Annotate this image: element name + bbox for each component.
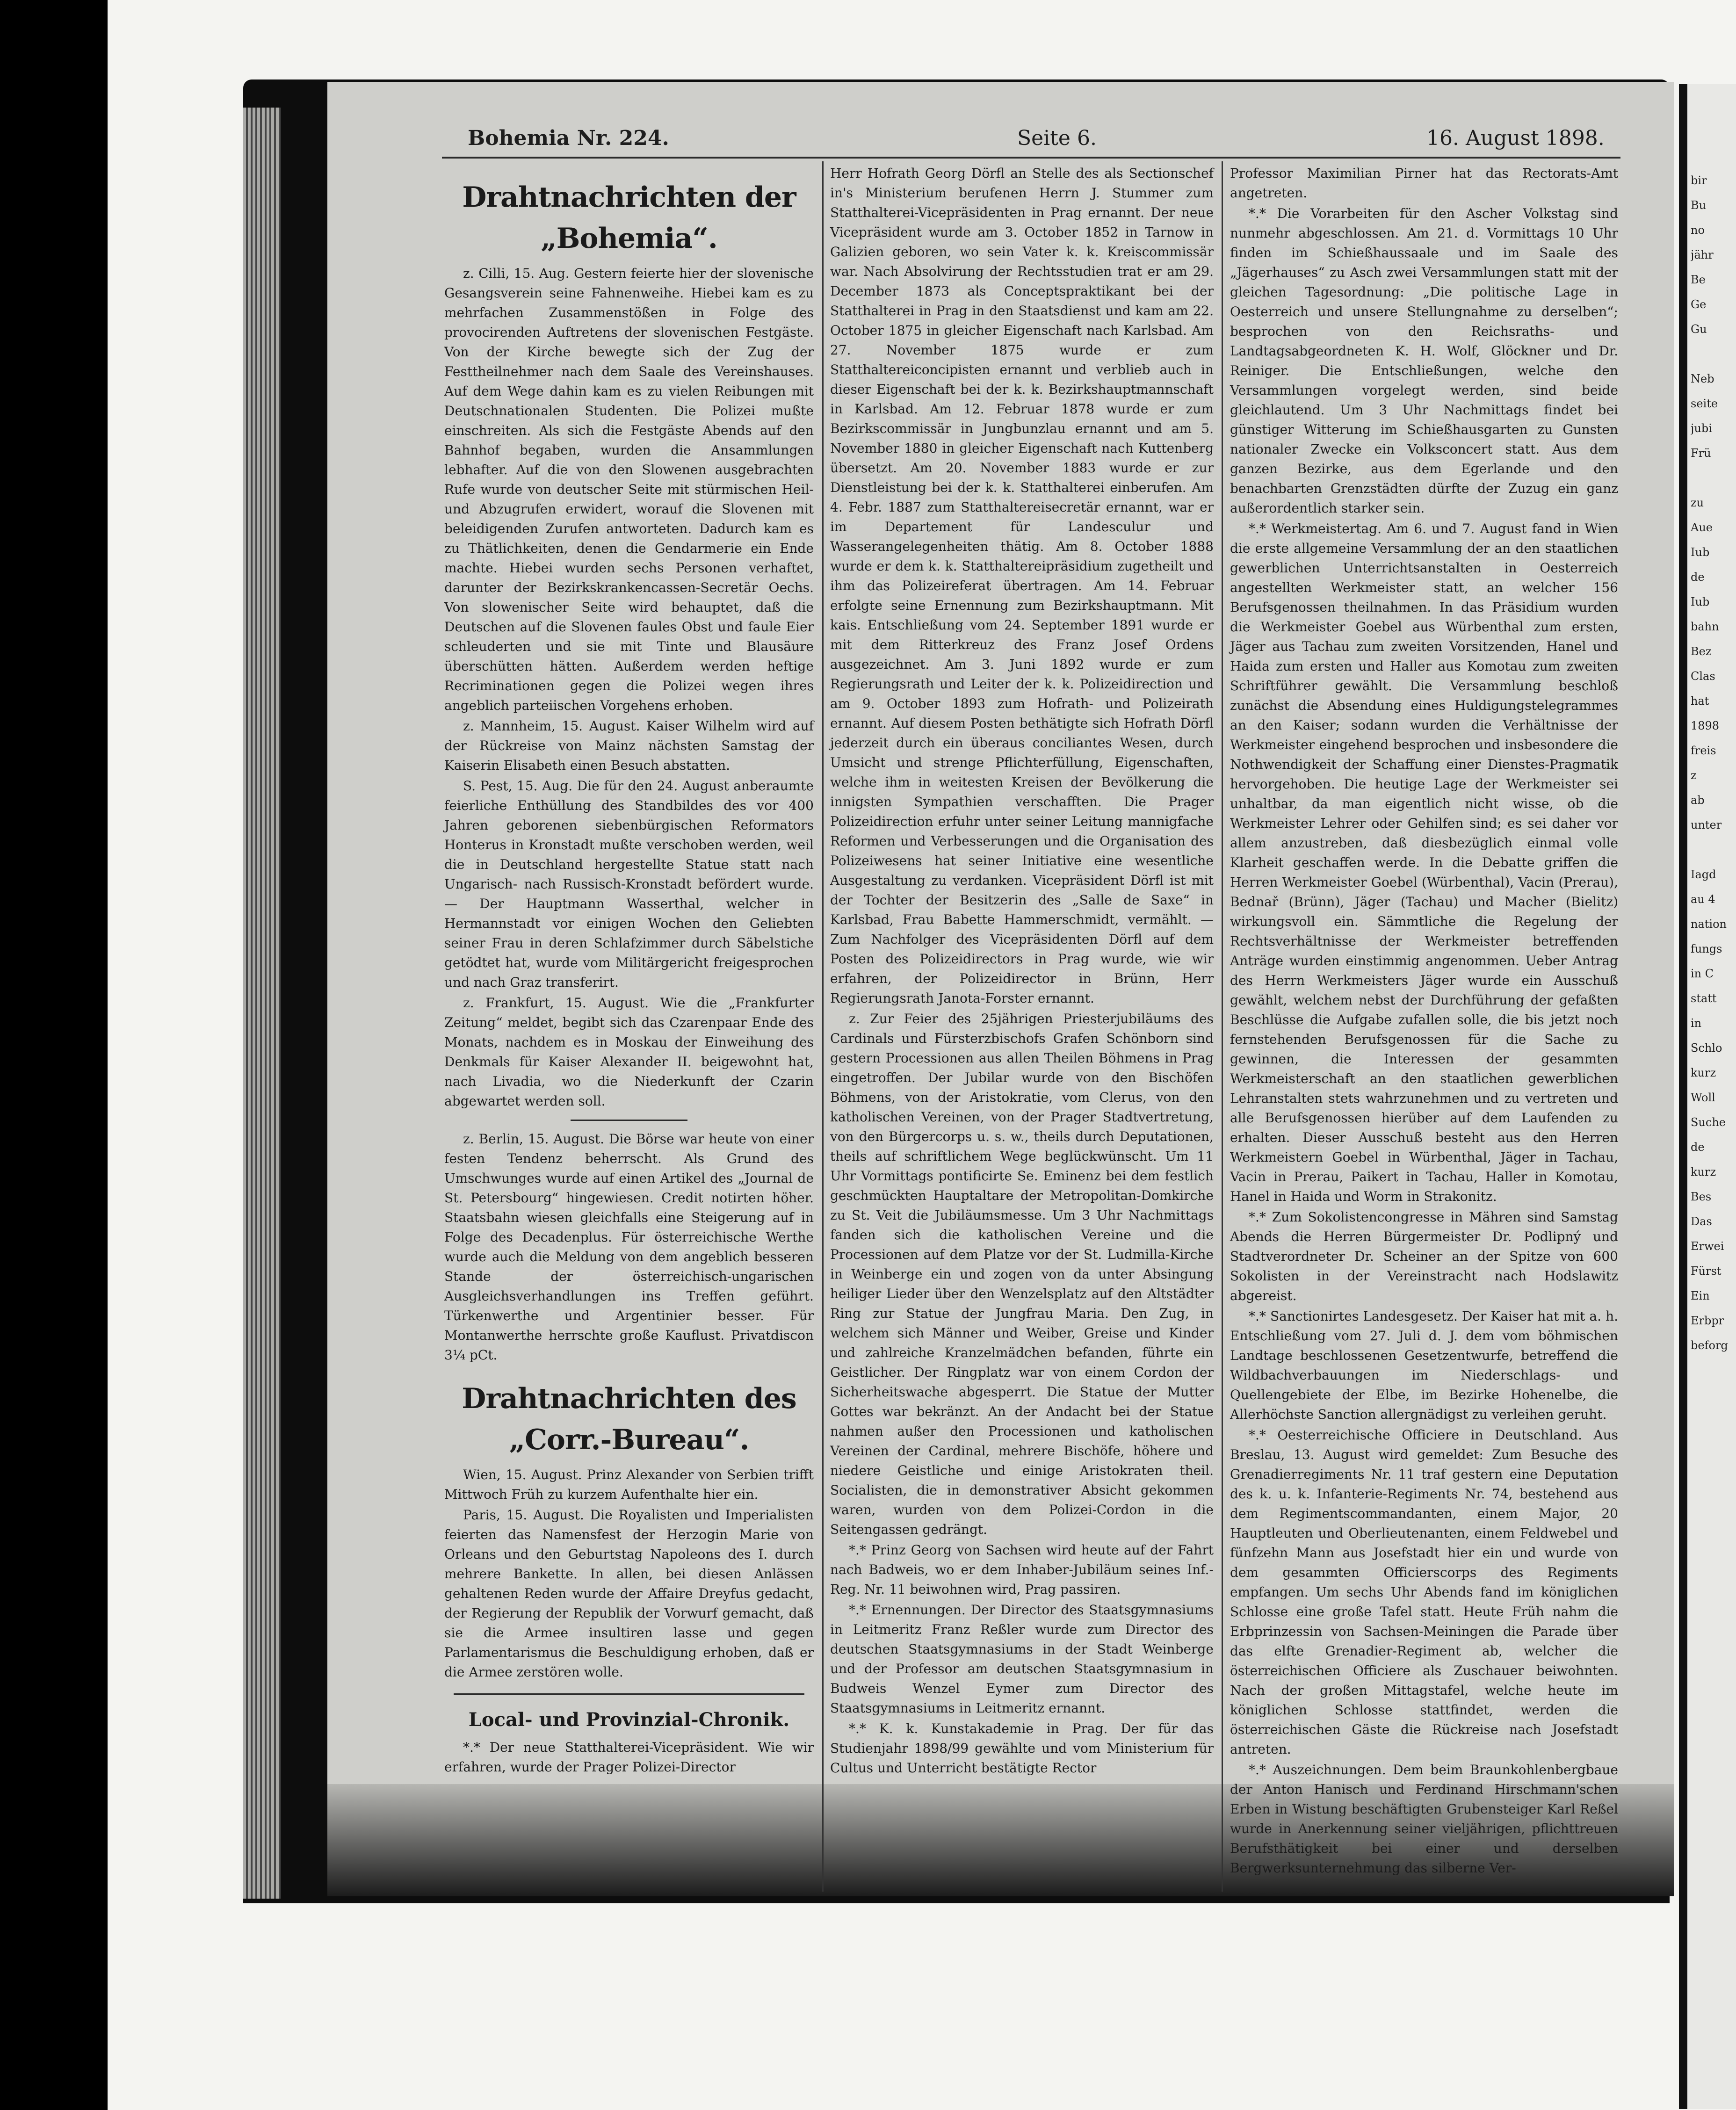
article-officiere: *.* Oesterreichische Officiere in Deutschland. Aus Breslau, 13. August wird gemeldet: Zum Besuche des Grenadierregiments Nr. 11 traf gestern eine Deputation des k. u. k. Infanterie-Regiments Nr. 74, bestehend aus dem Regimentscommandanten, einem Major, 20 Hauptleuten und Oberlieutenanten, einem Feldwebel und fünfzehn Mann aus Josefstadt hier ein und wurde von dem gesammten Officierscorps des Regiments empfangen. Um sechs Uhr Abends fand im königlichen Schlosse eine große Tafel statt. Heute Früh nahm die Erbprinzessin von Sachsen-Meiningen die Parade über das elfte Grenadier-Regiment ab, welcher die österreichischen Officiere als Zuschauer beiwohnten. Nach der großen Mittagstafel, welche heute im königlichen Schlosse stattfindet, werden die österreichischen Gäste die Rückreise nach Josefstadt antreten. [1230, 1427, 1618, 1757]
column-divider [822, 161, 824, 1892]
section-title: Local- und Provinzial-Chronik. [468, 1709, 790, 1731]
article-cilli: z. Cilli, 15. Aug. Gestern feierte hier der slovenische Gesangsverein seine Fahnenweihe. Hiebei kam es zu mehrfachen Zusammenstößen in Folge des provocirenden Auftretens der slovenischen Festgäste. Von der Kirche bewegte sich der Zug der Festtheilnehmer nach dem Saale des Vereinshauses. Auf dem Wege dahin kam es zu vielen Reibungen mit Deutschnationalen Studenten. Die Polizei mußte einschreiten. Als sich die Festgäste Abends auf den Bahnhof begaben, wurden die Ansammlungen lebhafter. Auf die von den Slowenen ausgebrachten Rufe wurde von deutscher Seite mit stürmischen Heil- und Abzugrufen erwidert, worauf die Slovenen mit beleidigenden Zurufen antworteten. Dadurch kam es zu Thätlichkeiten, denen die Gendarmerie ein Ende machte. Hiebei wurden sechs Personen verhaftet, darunter der Bezirkskrankencassen-Secretär Oechs. Von slowenischer Seite wird behauptet, daß die Deutschen auf die Slovenen faules Obst und faule Eier schleuderten und sie mit Tinte und Blausäure überschütten hätten. Außerdem werden heftige Recriminationen gegen die Polizei wegen ihres angeblich parteiischen Vorgehens erhoben. [444, 266, 814, 713]
page-number: Seite 6. [1017, 126, 1097, 150]
issue-date: 16. August 1898. [1426, 126, 1605, 150]
section-title: Drahtnachrichten des „Corr.-Bureau“. [462, 1382, 796, 1456]
separator [571, 1120, 687, 1121]
article-sokolisten: *.* Zum Sokolistencongresse in Mähren sind Samstag Abends die Herren Bürgermeister Dr. Podlipný und Stadtverordneter Dr. Scheiner an der Spitze von 600 Sokolisten in der Vereinstracht nach Hodslawitz abgereist. [1230, 1209, 1618, 1303]
article-frankfurt: z. Frankfurt, 15. August. Wie die „Frankfurter Zeitung“ meldet, begibt sich das Czarenpaar Ende des Monats, nachdem es in Moskau der Einweihung des Denkmals für Kaiser Alexander II. beigewohnt hat, nach Livadia, wo die Niederkunft der Czarin abgewartet werden soll. [444, 995, 814, 1109]
article-rector: Professor Maximilian Pirner hat das Rectorats-Amt angetreten. [1230, 166, 1618, 201]
article-kunstakademie: *.* K. k. Kunstakademie in Prag. Der für das Studienjahr 1898/99 gewählte und vom Ministerium für Cultus und Unterricht bestätigte Rector [830, 1721, 1214, 1776]
column-1 [444, 164, 814, 1777]
article-volkstag: *.* Die Vorarbeiten für den Ascher Volkstag sind nunmehr abgeschlossen. Am 21. d. Vormittags 10 Uhr finden im Schießhaussaale und im Saale des „Jägerhauses“ zu Asch zwei Versammlungen statt mit der gleichen Tagesordnung: „Die politische Lage in Oesterreich und unsere Stellungnahme zu derselben“; besprochen von den Reichsraths- und Landtagsabgeordneten K. H. Wolf, Glöckner und Dr. Reiniger. Die Entschließungen, welche den Versammlungen vorgelegt werden, sind beide gleichlautend. Um 3 Uhr Nachmittags findet bei günstiger Witterung im Schießhausgarten zu Gunsten nationaler Zwecke ein Volksconcert statt. Aus dem ganzen Bezirke, aus dem Egerlande und den benachbarten Grenzstädten dürfte der Zuzug ein ganz außerordentlich starker sein. [1230, 206, 1618, 516]
section-title: Drahtnachrichten der „Bohemia“. [462, 181, 796, 255]
facing-page-text: bir Bu no jähr Be Ge Gu Neb seite jubi Frü zu Aue Iub de Iub bahn Bez Clas hat 1898 freis z ab unter Iagd au 4 nation fungs in C statt in Schlo kurz Woll Suche de kurz Bes Das Erwei Fürst Ein Erbpr beforg [1691, 174, 1728, 1352]
article-statthalterei: *.* Der neue Statthalterei-Vicepräsident. Wie wir erfahren, wurde der Prager Polizei-Director [444, 1740, 814, 1775]
column-3 [1230, 164, 1618, 1878]
facing-page [1679, 84, 1736, 2109]
masthead-issue: Bohemia Nr. 224. [468, 126, 669, 150]
article-doerfl: Herr Hofrath Georg Dörfl an Stelle des als Sectionschef in's Ministerium berufenen Herrn J. Stummer zum Statthalterei-Vicepräsidenten in Prag ernannt. Der neue Vicepräsident wurde am 3. October 1852 in Tarnow in Galizien geboren, wo sein Vater k. k. Kreiscommissär war. Nach Absolvirung der Rechtsstudien trat er am 29. December 1873 als Conceptspraktikant bei der Statthalterei in Prag in den Staatsdienst und kam am 22. October 1875 in gleicher Eigenschaft nach Karlsbad. Am 27. November 1875 wurde er zum Statthaltereiconcipisten ernannt und verblieb auch in dieser Eigenschaft bei der k. k. Bezirkshauptmannschaft in Karlsbad. Am 12. Februar 1878 wurde er zum Bezirkscommissär in Jungbunzlau ernannt und am 5. November 1880 in gleicher Eigenschaft nach Kuttenberg übersetzt. Am 20. November 1883 wurde er zur Dienstleistung bei der k. k. Statthalterei einberufen. Am 4. Febr. 1887 zum Statthaltereisecretär ernannt, war er im Departement für Landesculur und Wasserangelegenheiten thätig. Am 8. October 1888 wurde er dem k. k. Statthaltereipräsidium zugetheilt und ihm das Polizeireferat übertragen. Am 14. Februar erfolgte seine Ernennung zum Bezirkshauptmann. Mit kais. Entschließung vom 24. September 1891 wurde er mit dem Ritterkreuz des Franz Josef Ordens ausgezeichnet. Am 3. Juni 1892 wurde er zum Regierungsrath und Leiter der k. k. Polizeidirection und am 9. October 1893 zum Hofrath- und Polizeirath ernannt. Auf diesem Posten bethätigte sich Hofrath Dörfl jederzeit durch ein überaus conciliantes Wesen, durch Umsicht und strenge Pflichterfüllung, Eigenschaften, welche ihm in weitesten Kreisen der Bevölkerung die innigsten Sympathien verschafften. Die Prager Polizeidirection erfuhr unter seiner Leitung mannigfache Reformen und Verbesserungen und die Organisation des Polizeiwesens hat seiner Initiative eine wesentliche Ausgestaltung zu verdanken. Vicepräsident Dörfl ist mit der Tochter der Besitzerin des „Salle de Saxe“ in Karlsbad, Frau Babette Hammerschmidt, vermählt. — Zum Nachfolger des Vicepräsidenten Dörfl auf dem Posten des Polizeidirectors in Prag wurde, wie wir erfahren, der Polizeidirector in Brünn, Herr Regierungsrath Janota-Forster ernannt. [830, 166, 1214, 1006]
article-pest: S. Pest, 15. Aug. Die für den 24. August anberaumte feierliche Enthüllung des Standbildes des vor 400 Jahren geborenen siebenbürgischen Reformators Honterus in Kronstadt mußte verschoben werden, weil die in Deutschland hergestellte Statue statt nach Ungarisch- nach Russisch-Kronstadt befördert wurde. — Der Hauptmann Wasserthal, welcher in Hermannstadt vor einigen Wochen den Geliebten seiner Frau in deren Schlafzimmer durch Säbelstiche getödtet hat, wurde vom Militärgericht freigesprochen und nach Graz transferirt. [444, 778, 814, 990]
article-auszeichnungen: *.* Auszeichnungen. Dem beim Braunkohlenbergbaue der Anton Hanisch und Ferdinand Hirschmann'schen Erben in Wistung beschäftigten Grubensteiger Karl Reßel wurde in Anerkennung seiner vieljährigen, pflichttreuen Berufsthätigkeit bei einer und derselben Bergwerksunternehmung das silberne Ver- [1230, 1762, 1618, 1876]
article-paris: Paris, 15. August. Die Royalisten und Imperialisten feierten das Namensfest der Herzogin Marie von Orleans und den Geburtstag Napoleons des I. durch mehrere Bankette. In allen, bei diesen Anlässen gehaltenen Reden wurde der Affaire Dreyfus gedacht, der Regierung der Republik der Vorwurf gemacht, daß sie die Armee insultiren lasse und gegen Parlamentarismus die Beschuldigung erhoben, daß er die Armee zerstören wolle. [444, 1507, 814, 1680]
column-divider [1222, 161, 1223, 1892]
article-schoenborn: z. Zur Feier des 25jährigen Priesterjubiläums des Cardinals und Fürsterzbischofs Grafen Schönborn sind gestern Processionen aus allen Theilen Böhmens in Prag eingetroffen. Der Jubilar wurde von den Bischöfen Böhmens, von der Aristokratie, vom Clerus, von den katholischen Vereinen, von der Prager Stadtvertretung, von den Bürgercorps u. s. w., theils durch Deputationen, theils auf schriftlichem Wege beglückwünscht. Um 11 Uhr Vormittags pontificirte Se. Eminenz bei dem festlich geschmückten Hauptaltare der Metropolitan-Domkirche zu St. Veit die Jubiläumsmesse. Um 3 Uhr Nachmittags fanden sich die katholischen Vereine und die Processionen auf dem Platze vor der St. Ludmilla-Kirche in Weinberge ein und zogen von da unter Absingung heiliger Lieder über den Wenzelsplatz auf den Altstädter Ring zur Statue der Jungfrau Maria. Den Zug, in welchem sich Männer und Weiber, Greise und Kinder und zahlreiche Kranzelmädchen befanden, führte ein Geistlicher. Der Ringplatz war von einem Cordon der Sicherheitswache abgesperrt. Die Statue der Mutter Gottes war bekränzt. An der Andacht bei der Statue nahmen außer den Processionen und katholischen Vereinen der Cardinal, mehrere Bischöfe, höhere und niedere Geistliche und einige Aristokraten theil. Socialisten, die in demonstrativer Absicht gekommen waren, wurden von dem Polizei-Cordon in die Seitengassen gedrängt. [830, 1011, 1214, 1537]
separator [454, 1693, 804, 1695]
article-berlin: z. Berlin, 15. August. Die Börse war heute von einer festen Tendenz beherrscht. Als Grund des Umschwunges wurde auf einen Artikel des „Journal de St. Petersbourg“ hingewiesen. Credit notirten höher. Staatsbahn wiesen gleichfalls eine Steigerung auf in Folge des Decadenplus. Für österreichische Werthe wurde auch die Meldung von dem angeblich besseren Stande der österreichisch-ungarischen Ausgleichsverhandlungen ins Treffen geführt. Türkenwerthe und Argentinier besser. Für Montanwerthe herrschte große Kauflust. Privatdiscon 3¼ pCt. [444, 1131, 814, 1363]
article-ernennungen: *.* Ernennungen. Der Director des Staatsgymnasiums in Leitmeritz Franz Reßler wurde zum Director des deutschen Staatsgymnasiums in der Stadt Weinberge und der Professor am deutschen Staatsgymnasium in Budweis Wenzel Eymer zum Director des Staatsgymnasiums in Leitmeritz ernannt. [830, 1602, 1214, 1716]
article-prinz-georg: *.* Prinz Georg von Sachsen wird heute auf der Fahrt nach Badweis, wo er dem Inhaber-Jubiläum seines Inf.-Reg. Nr. 11 beiwohnen wird, Prag passiren. [830, 1542, 1214, 1597]
header-rule [442, 157, 1620, 159]
article-landesgesetz: *.* Sanctionirtes Landesgesetz. Der Kaiser hat mit a. h. Entschließung vom 27. Juli d. J. dem vom böhmischen Landtage beschlossenen Gesetzentwurfe, betreffend die Wildbachverbauungen im Niederschlags- und Quellengebiete der Elbe, im Bezirke Hohenelbe, die Allerhöchste Sanction allergnädigst zu verleihen geruht. [1230, 1308, 1618, 1422]
column-2 [830, 164, 1214, 1778]
article-wien: Wien, 15. August. Prinz Alexander von Serbien trifft Mittwoch Früh zu kurzem Aufenthalte hier ein. [444, 1467, 814, 1502]
page-edges [243, 108, 281, 1899]
article-werkmeistertag: *.* Werkmeistertag. Am 6. und 7. August fand in Wien die erste allgemeine Versammlung der an den staatlichen gewerblichen Unterrichtsanstalten in Oesterreich angestellten Werkmeister statt, an welcher 156 Berufsgenossen theilnahmen. In das Präsidium wurden die Werkmeister Goebel aus Würbenthal zum ersten, Jäger aus Tachau zum zweiten Vorsitzenden, Hanel und Haida zum ersten und Haller aus Komotau zum zweiten Schriftführer gewählt. Die Versammlung beschloß zunächst die Absendung eines Huldigungstelegrammes an den Kaiser; sodann wurden die Verhältnisse der Werkmeister eingehend besprochen und insbesondere die Nothwendigkeit der Schaffung einer Dienstes-Pragmatik hervorgehoben. Die heutige Lage der Werkmeister sei unhaltbar, da man eigentlich nicht wisse, ob die Werkmeister Lehrer oder Gehilfen sind; es sei daher vor allem anzustreben, daß diesbezüglich einmal volle Klarheit geschaffen werde. In die Debatte griffen die Herren Werkmeister Goebel (Würbenthal), Vacin (Prerau), Bednař (Brünn), Jäger (Tachau) und Macher (Bielitz) wirkungsvoll ein. Sämmtliche die Regelung der Rechtsverhältnisse der Werkmeister betreffenden Anträge wurden einstimmig angenommen. Ueber Antrag des Herrn Werkmeisters Jäger wurde ein Ausschuß gewählt, welchem nebst der Durchführung der gefaßten Beschlüsse die Aufgabe zufallen solle, die bis jetzt noch fernstehenden Berufsgenossen für die Sache zu gewinnen, die Interessen der gesammten Werkmeisterschaft an den staatlichen gewerblichen Lehranstalten stets wahrzunehmen und zu vertreten und alle Berufsgenossen hierüber auf dem Laufenden zu erhalten. Dieser Ausschuß besteht aus den Herren Werkmeistern Goebel in Würbenthal, Jäger in Tachau, Vacin in Prerau, Paikert in Tachau, Haller in Komotau, Hanel in Haida und Worm in Strakonitz. [1230, 521, 1618, 1204]
article-mannheim: z. Mannheim, 15. August. Kaiser Wilhelm wird auf der Rückreise von Mainz nächsten Samstag der Kaiserin Elisabeth einen Besuch abstatten. [444, 718, 814, 773]
gutter [1679, 84, 1687, 2109]
